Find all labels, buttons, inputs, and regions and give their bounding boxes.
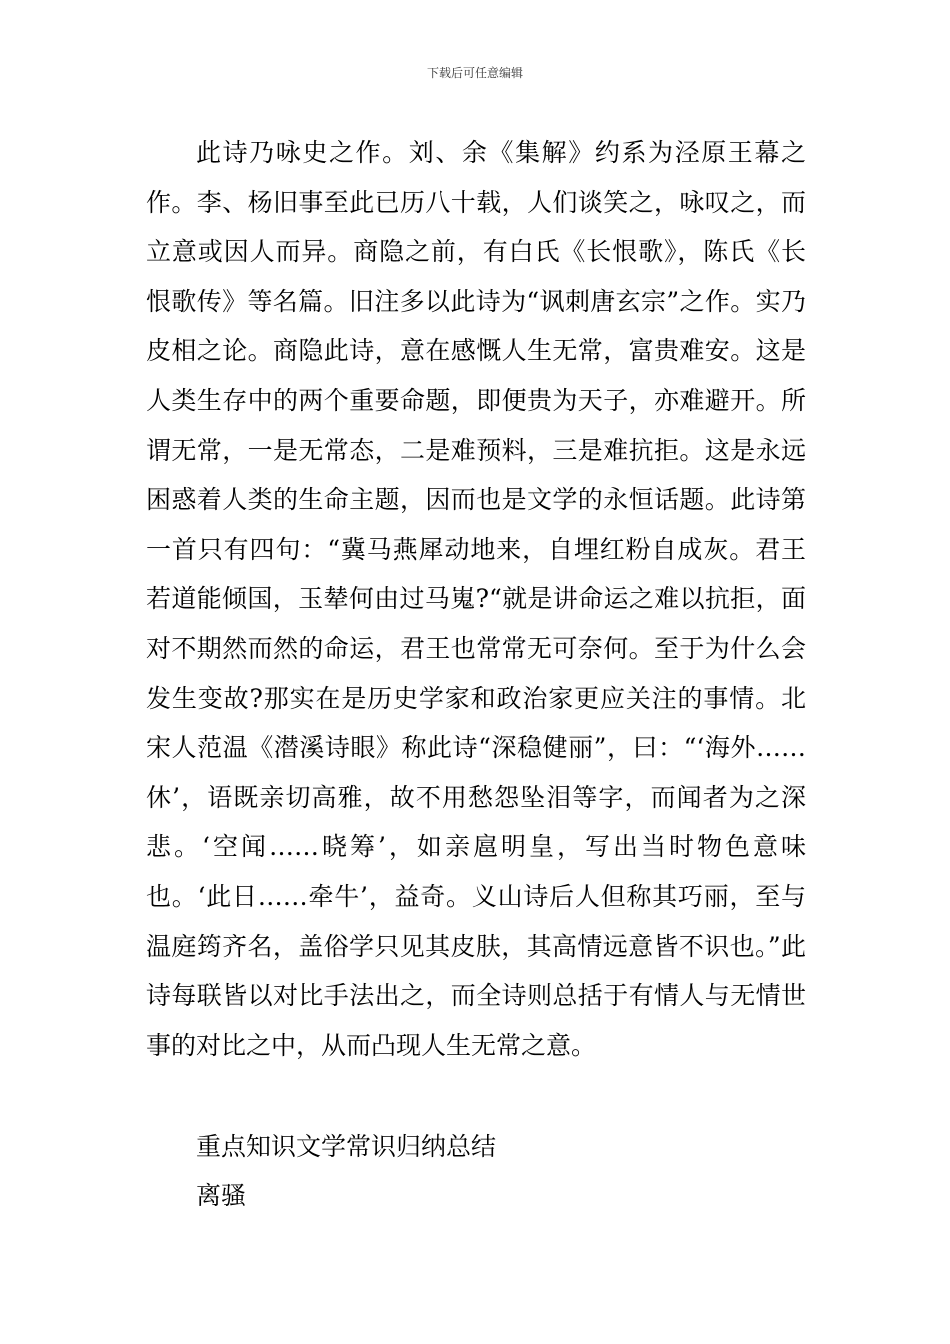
subsection-heading: 离骚 <box>196 1181 247 1210</box>
body-paragraph: 此诗乃咏史之作。刘、余《集解》约系为泾原王幕之作。李、杨旧事至此已历八十载，人们谈笑之，咏叹之，而立意或因人而异。商隐之前，有白氏《长恨歌》，陈氏《长恨歌传》等名篇。旧注多以此诗为“讽刺唐玄宗”之作。实乃皮相之论。商隐此诗，意在感慨人生无常，富贵难安。这是人类生存中的两个重要命题，即便贵为天子，亦难避开。所谓无常，一是无常态，二是难预料，三是难抗拒。这是永远困惑着人类的生命主题，因而也是文学的永恒话题。此诗第一首只有四句：“冀马燕犀动地来，自埋红粉自成灰。君王若道能倾国，玉辇何由过马嵬?“就是讲命运之难以抗拒，面对不期然而然的命运，君王也常常无可奈何。至于为什么会发生变故?那实在是历史学家和政治家更应关注的事情。北宋人范温《潜溪诗眼》称此诗“深稳健丽”，曰：“‘海外……休’，语既亲切高雅，故不用愁怨坠泪等字，而闻者为之深悲。‘空闻……晓筹’，如亲扈明皇，写出当时物色意味也。‘此日……牵牛’，益奇。义山诗后人但称其巧丽，至与温庭筠齐名，盖俗学只见其皮肤，其高情远意皆不识也。”此诗每联皆以对比手法出之，而全诗则总括于有情人与无情世事的对比之中，从而凸现人生无常之意。 <box>146 138 806 1060</box>
page-header: 下载后可任意编辑 <box>426 66 523 80</box>
document-body <box>146 128 806 1070</box>
section-heading: 重点知识文学常识归纳总结 <box>196 1132 497 1161</box>
